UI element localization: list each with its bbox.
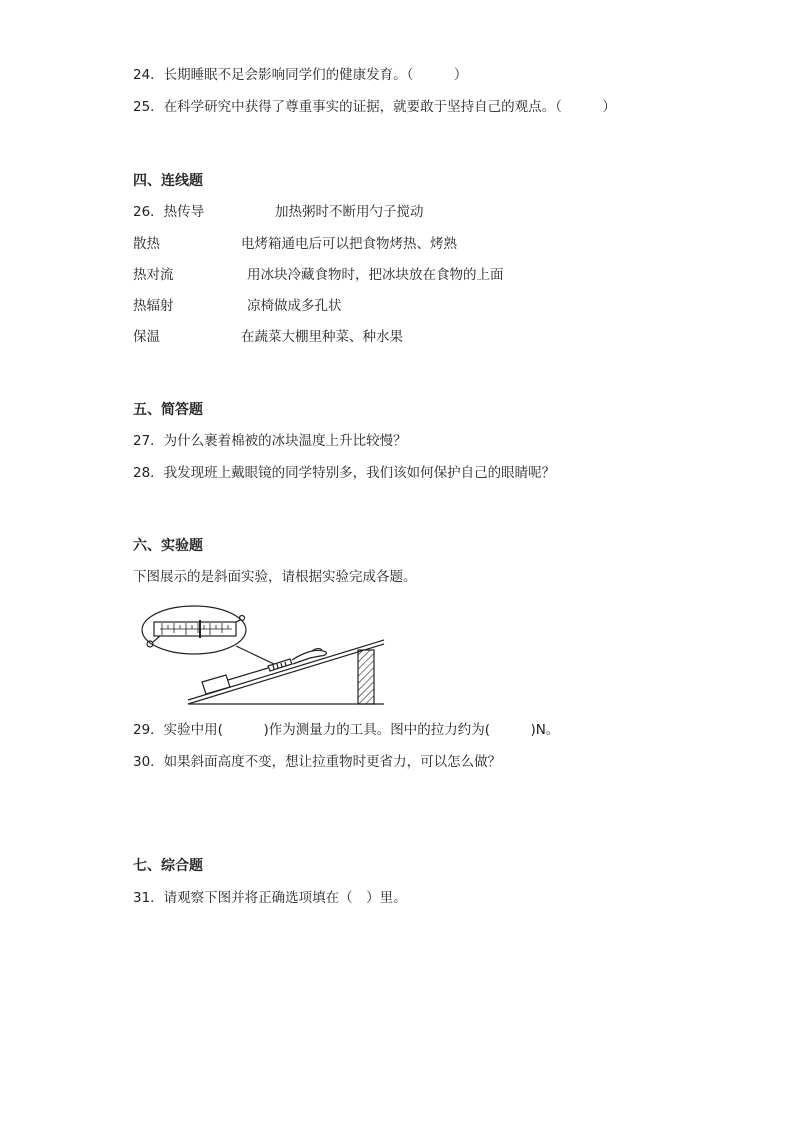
match-right-2: 电烤箱通电后可以把食物烤热、烤熟 [241, 236, 457, 252]
question-29: 29．实验中用( )作为测量力的工具。图中的拉力约为( )N。 [133, 722, 560, 738]
question-28: 28．我发现班上戴眼镜的同学特别多，我们该如何保护自己的眼睛呢？ [133, 465, 556, 481]
match-left-2: 散热 [133, 236, 160, 252]
question-31: 31．请观察下图并将正确选项填在（ ）里。 [133, 890, 407, 906]
question-25: 25．在科学研究中获得了尊重事实的证据，就要敢于坚持自己的观点。（ ） [133, 99, 616, 115]
match-right-1: 加热粥时不断用勺子搅动 [275, 204, 424, 220]
section-5-heading: 五、简答题 [133, 402, 203, 418]
match-right-3: 用冰块冷藏食物时，把冰块放在食物的上面 [247, 267, 504, 283]
question-27: 27．为什么裹着棉被的冰块温度上升比较慢？ [133, 433, 407, 449]
match-right-5: 在蔬菜大棚里种菜、种水果 [241, 329, 403, 345]
match-left-5: 保温 [133, 329, 160, 345]
inclined-plane-figure [140, 604, 390, 708]
experiment-intro: 下图展示的是斜面实验，请根据实验完成各题。 [133, 569, 417, 585]
section-6-heading: 六、实验题 [133, 538, 203, 554]
match-left-1: 26．热传导 [133, 204, 205, 220]
section-4-heading: 四、连线题 [133, 173, 203, 189]
match-right-4: 凉椅做成多孔状 [247, 298, 342, 314]
match-left-4: 热辐射 [133, 298, 174, 314]
question-30: 30．如果斜面高度不变，想让拉重物时更省力，可以怎么做？ [133, 754, 502, 770]
section-7-heading: 七、综合题 [133, 858, 203, 874]
question-24: 24．长期睡眠不足会影响同学们的健康发育。（ ） [133, 67, 468, 83]
match-left-3: 热对流 [133, 267, 174, 283]
